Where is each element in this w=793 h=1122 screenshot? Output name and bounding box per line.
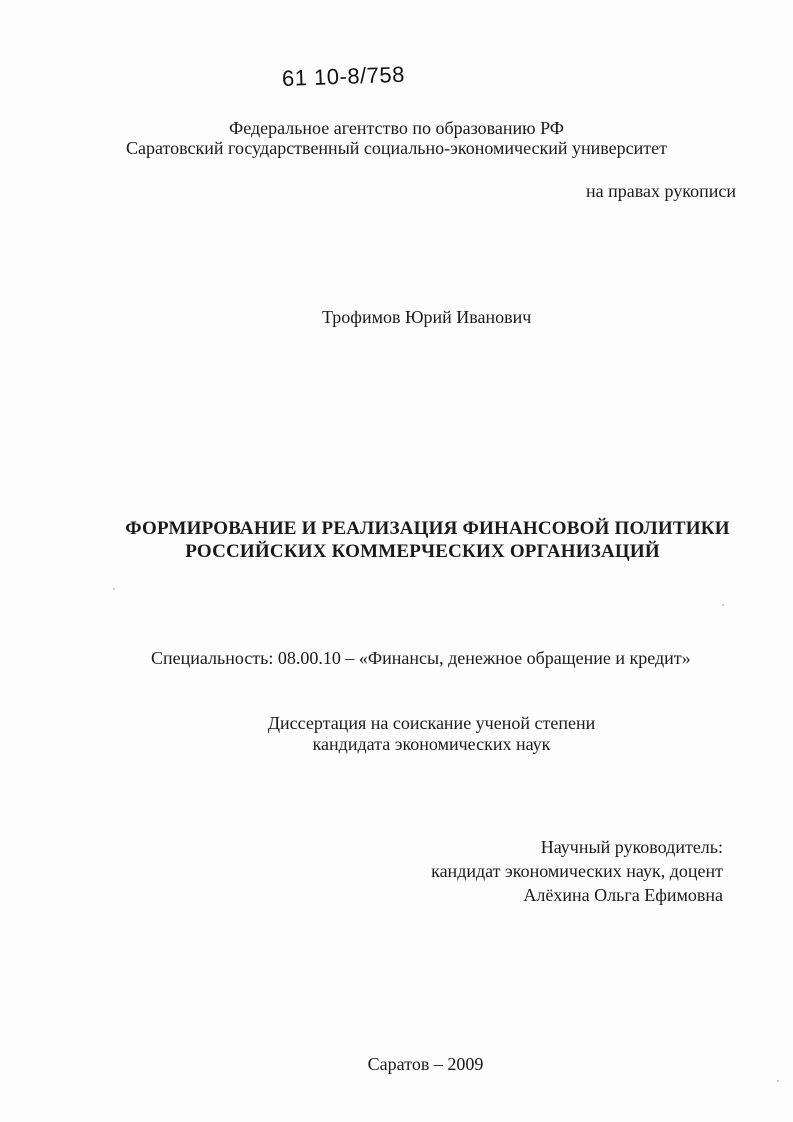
supervisor-name: Алёхина Ольга Ефимовна xyxy=(523,885,723,905)
degree-line-2: кандидата экономических наук xyxy=(312,734,551,754)
scan-speck xyxy=(113,588,115,590)
supervisor-block xyxy=(431,835,723,907)
registration-stamp: 61 10-8/758 xyxy=(281,61,406,91)
scan-speck xyxy=(722,604,724,606)
dissertation-title-line-2: РОССИЙСКИХ КОММЕРЧЕСКИХ ОРГАНИЗАЦИЙ xyxy=(185,541,660,562)
supervisor-label: Научный руководитель: xyxy=(540,837,723,857)
dissertation-title-line-1: ФОРМИРОВАНИЕ И РЕАЛИЗАЦИЯ ФИНАНСОВОЙ ПОЛИТИКИ xyxy=(125,518,730,539)
author-name: Трофимов Юрий Иванович xyxy=(322,307,532,327)
supervisor-title: кандидат экономических наук, доцент xyxy=(431,861,723,881)
manuscript-note: на правах рукописи xyxy=(586,181,736,201)
scan-speck xyxy=(777,1080,779,1082)
university-name: Саратовский государственный социально-экономический университет xyxy=(126,138,667,158)
agency-name: Федеральное агентство по образованию РФ xyxy=(228,118,565,138)
specialty: Специальность: 08.00.10 – «Финансы, денежное обращение и кредит» xyxy=(151,648,691,668)
place-year: Саратов – 2009 xyxy=(367,1054,484,1074)
degree-line-1: Диссертация на соискание ученой степени xyxy=(267,713,596,733)
